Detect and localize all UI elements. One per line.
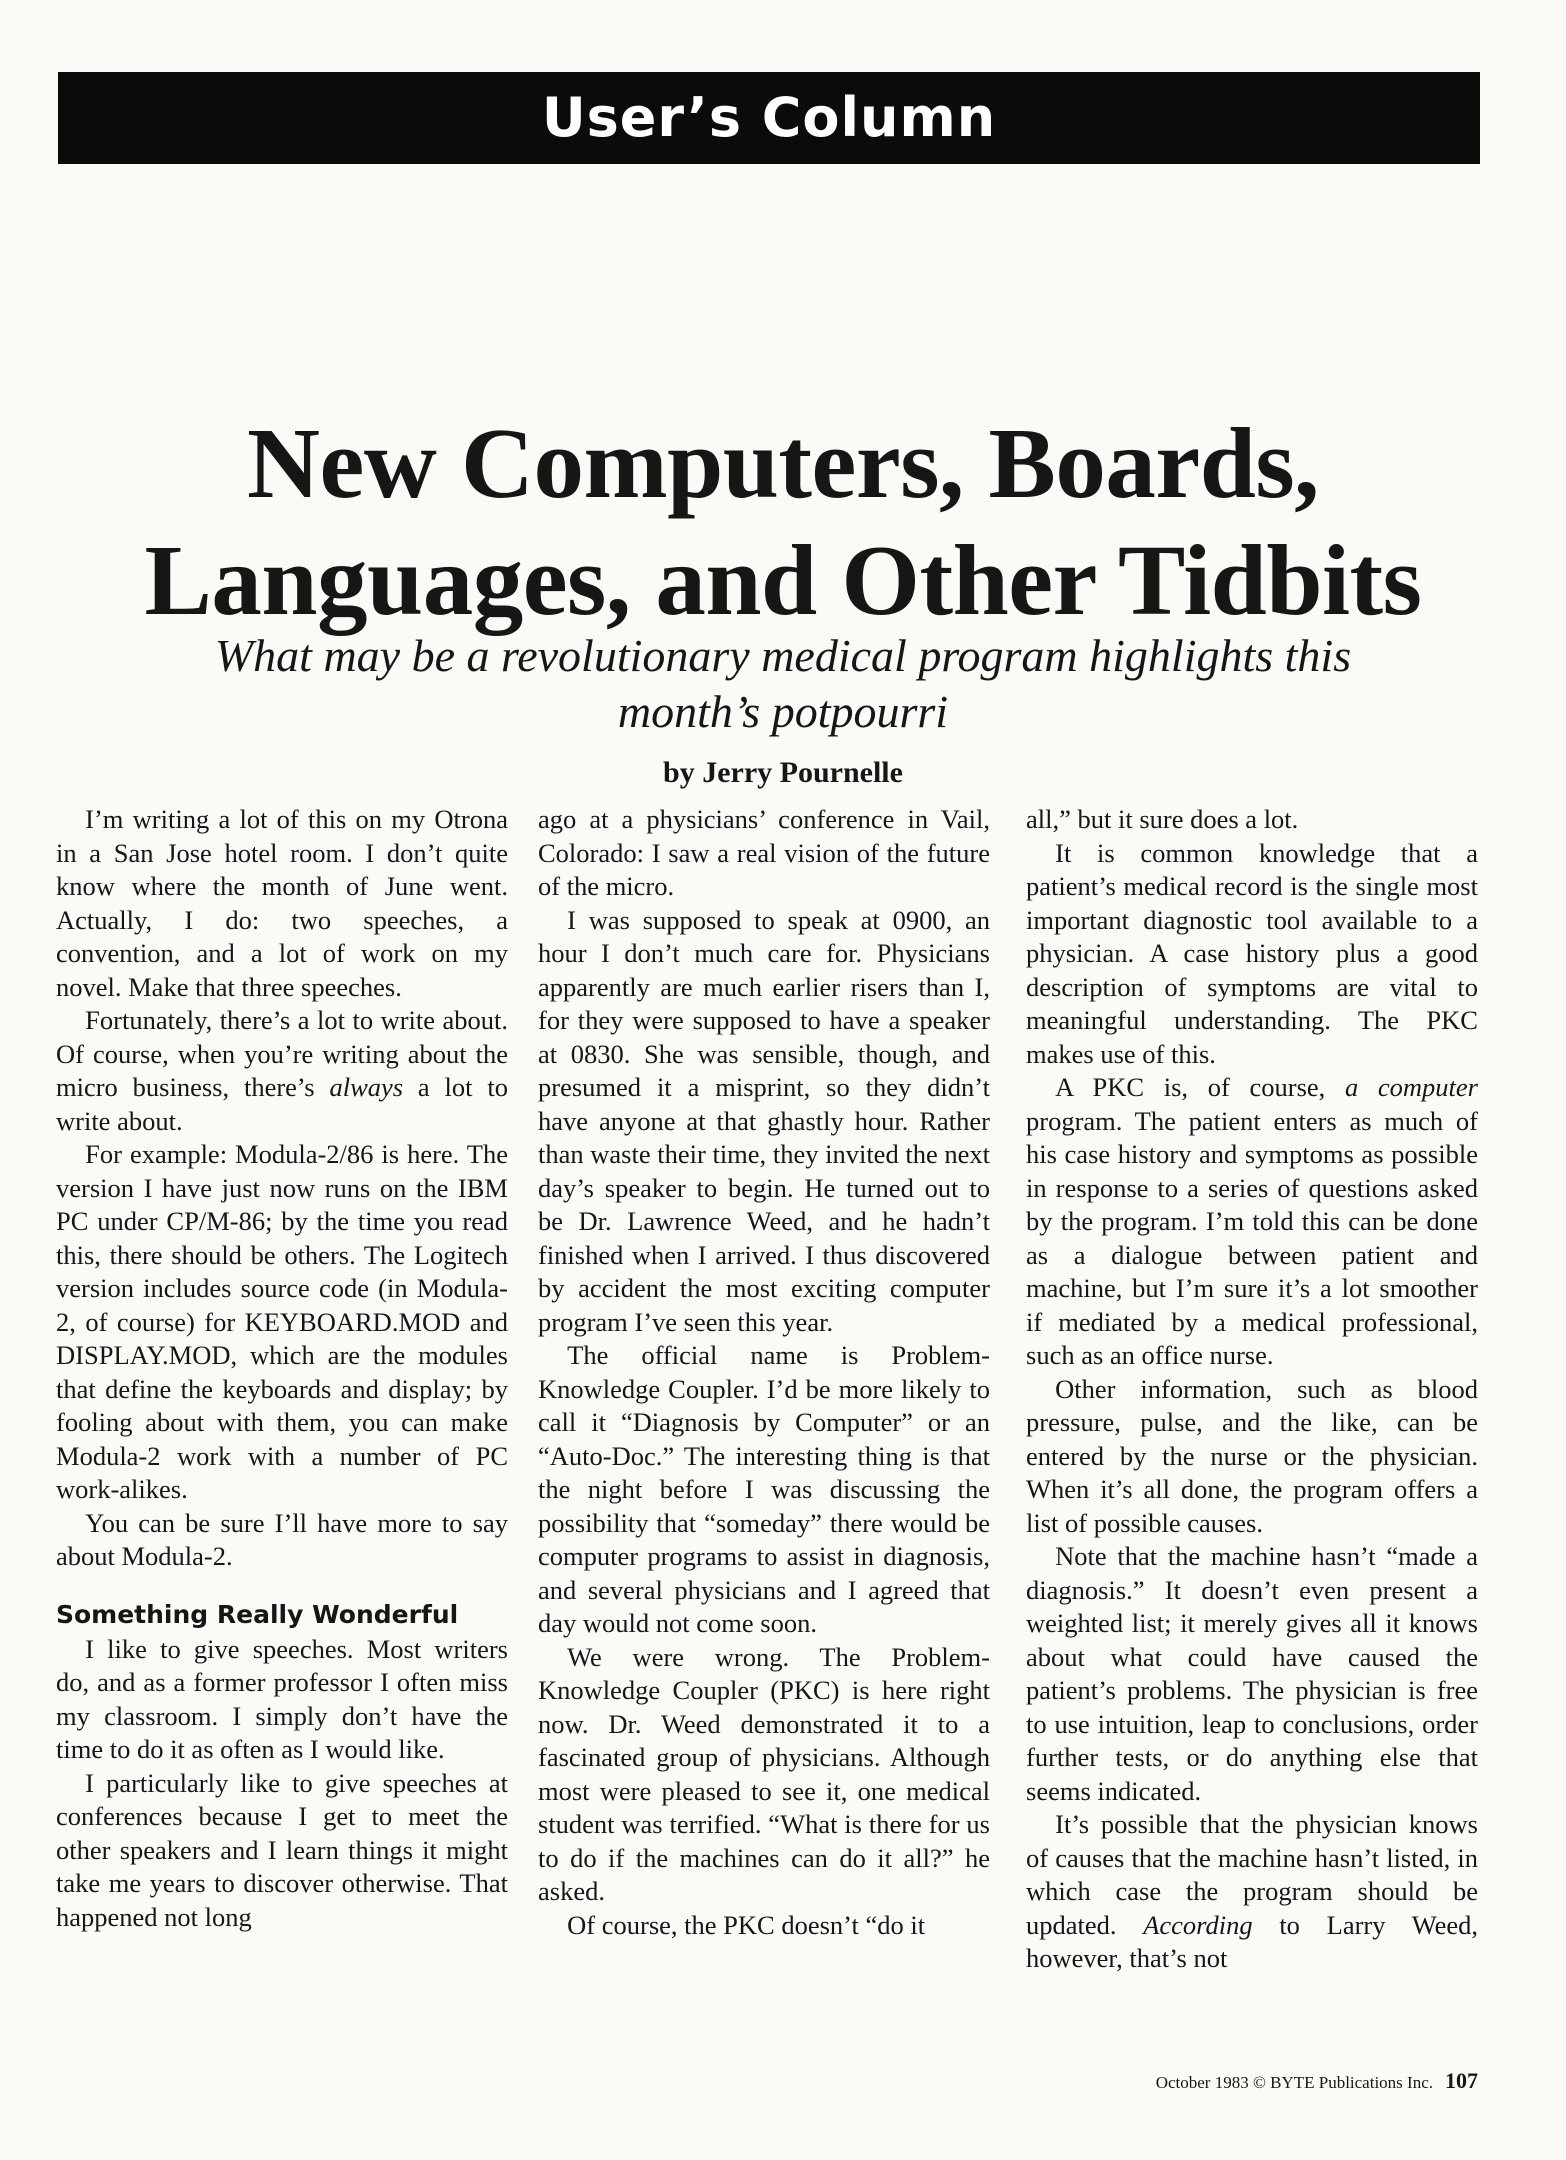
paragraph: For example: Modula-2/86 is here. The version I have just now runs on the IBM PC under CP/M-86; by the time you read this, there should be others. The Logitech version includes source code (in Modula-2, of course) for KEYBOARD.MOD and DISPLAY.MOD, which are the modules that define the keyboards and display; by fooling about with them, you can make Modula-2 work with a number of PC work-alikes. bbox=[56, 1139, 508, 1504]
byline: by Jerry Pournelle bbox=[663, 756, 903, 789]
column-2 bbox=[538, 803, 990, 2033]
column-1 bbox=[56, 803, 508, 2033]
paragraph: Note that the machine hasn’t “made a diagnosis.” It doesn’t even present a weighted list; it merely gives all it knows about what could have caused the patient’s problems. The physician is free to use intuition, leap to conclusions, order further tests, or do anything else that seems indicated. bbox=[1026, 1541, 1478, 1806]
paragraph bbox=[1026, 1808, 1478, 1976]
paragraph: Of course, the PKC doesn’t “do it bbox=[567, 1909, 926, 1940]
paragraph: all,” but it sure does a lot. bbox=[1026, 804, 1299, 834]
paragraph bbox=[1026, 1071, 1478, 1373]
page-number: 107 bbox=[1445, 2068, 1478, 2093]
italic-text: always bbox=[329, 1072, 404, 1102]
paragraph: Other information, such as blood pressure, pulse, and the like, can be entered by the nurse or the physician. When it’s all done, the program offers a list of possible causes. bbox=[1026, 1373, 1478, 1538]
headline-line-1: New Computers, Boards, bbox=[247, 407, 1319, 519]
paragraph: I particularly like to give speeches at conferences because I get to meet the other speakers and I learn things it might take me years to discover otherwise. That happened not long bbox=[56, 1767, 508, 1932]
paragraph: It is common knowledge that a patient’s medical record is the single most important diagnostic tool available to a physician. A case history plus a good description of symptoms are vital to meaningful understanding. The PKC makes use of this. bbox=[1026, 837, 1478, 1069]
text-run: program. The patient enters as much of his case history and symptoms as possible in response to a series of questions asked by the program. I’m told this can be done as a dialogue between patient and machine, but I’m sure it’s a lot smoother if mediated by a medical professional, such as an office nurse. bbox=[1026, 1105, 1478, 1370]
column-3 bbox=[1026, 803, 1478, 2033]
page-footer bbox=[1156, 2068, 1478, 2094]
text-run: A PKC is, of course, bbox=[1055, 1072, 1345, 1102]
text-run: a lot to write about. bbox=[56, 1072, 508, 1136]
italic-text: a computer bbox=[1344, 1072, 1478, 1102]
paragraph: I like to give speeches. Most writers do, and as a former professor I often miss my classroom. I simply don’t have the time to do it as often as I would like. bbox=[56, 1633, 508, 1764]
paragraph: I was supposed to speak at 0900, an hour I don’t much care for. Physicians apparently are much earlier risers than I, for they were supposed to have a speaker at 0830. She was sensible, though, and presumed it a misprint, so they didn’t have anyone at that ghastly hour. Rather than waste their time, they invited the next day’s speaker to begin. He turned out to be Dr. Lawrence Weed, and he hadn’t finished when I arrived. I thus discovered by accident the most exciting computer program I’ve seen this year. bbox=[538, 904, 990, 1337]
text-run: Fortunately, there’s a lot to write about. Of course, when you’re writing about the micro business, there’s bbox=[56, 1005, 508, 1102]
italic-text: According bbox=[1143, 1909, 1253, 1940]
paragraph: I’m writing a lot of this on my Otrona in a San Jose hotel room. I don’t quite know where the month of June went. Actually, I do: two speeches, a convention, and a lot of work on my novel. Make that three speeches. bbox=[56, 804, 508, 1002]
deck-line-1: What may be a revolutionary medical program highlights this bbox=[214, 630, 1352, 681]
paragraph: The official name is Problem-Knowledge Coupler. I’d be more likely to call it “Diagnosis by Computer” or an “Auto-Doc.” The interesting thing is that the night before I was discussing the possibility that “someday” there would be computer programs to assist in diagnosis, and several physicians and I agreed that day would not come soon. bbox=[538, 1340, 990, 1638]
section-heading: Something Really Wonderful bbox=[56, 1599, 459, 1629]
article-headline bbox=[0, 405, 1566, 639]
headline-line-2: Languages, and Other Tidbits bbox=[144, 524, 1422, 636]
paragraph: We were wrong. The Problem-Knowledge Coupler (PKC) is here right now. Dr. Weed demonstrated it to a fascinated group of physicians. Although most were pleased to see it, one medical student was terrified. “What is there for us to do if the machines can do it all?” he asked. bbox=[538, 1641, 990, 1906]
footer-credit: October 1983 © BYTE Publications Inc. bbox=[1155, 2073, 1433, 2092]
paragraph: ago at a physicians’ conference in Vail, Colorado: I saw a real vision of the future of the micro. bbox=[538, 804, 990, 901]
text-run: to Larry Weed, however, that’s not bbox=[1026, 1909, 1478, 1973]
paragraph: You can be sure I’ll have more to say about Modula-2. bbox=[56, 1507, 508, 1571]
article-deck bbox=[60, 628, 1506, 740]
section-banner bbox=[58, 72, 1480, 164]
deck-line-2: month’s potpourri bbox=[617, 686, 949, 737]
paragraph bbox=[56, 1004, 508, 1138]
text-run: It’s possible that the physician knows of causes that the machine hasn’t listed, in which case the program should be updated. bbox=[1026, 1809, 1478, 1940]
section-title: User’s Column bbox=[541, 86, 997, 149]
